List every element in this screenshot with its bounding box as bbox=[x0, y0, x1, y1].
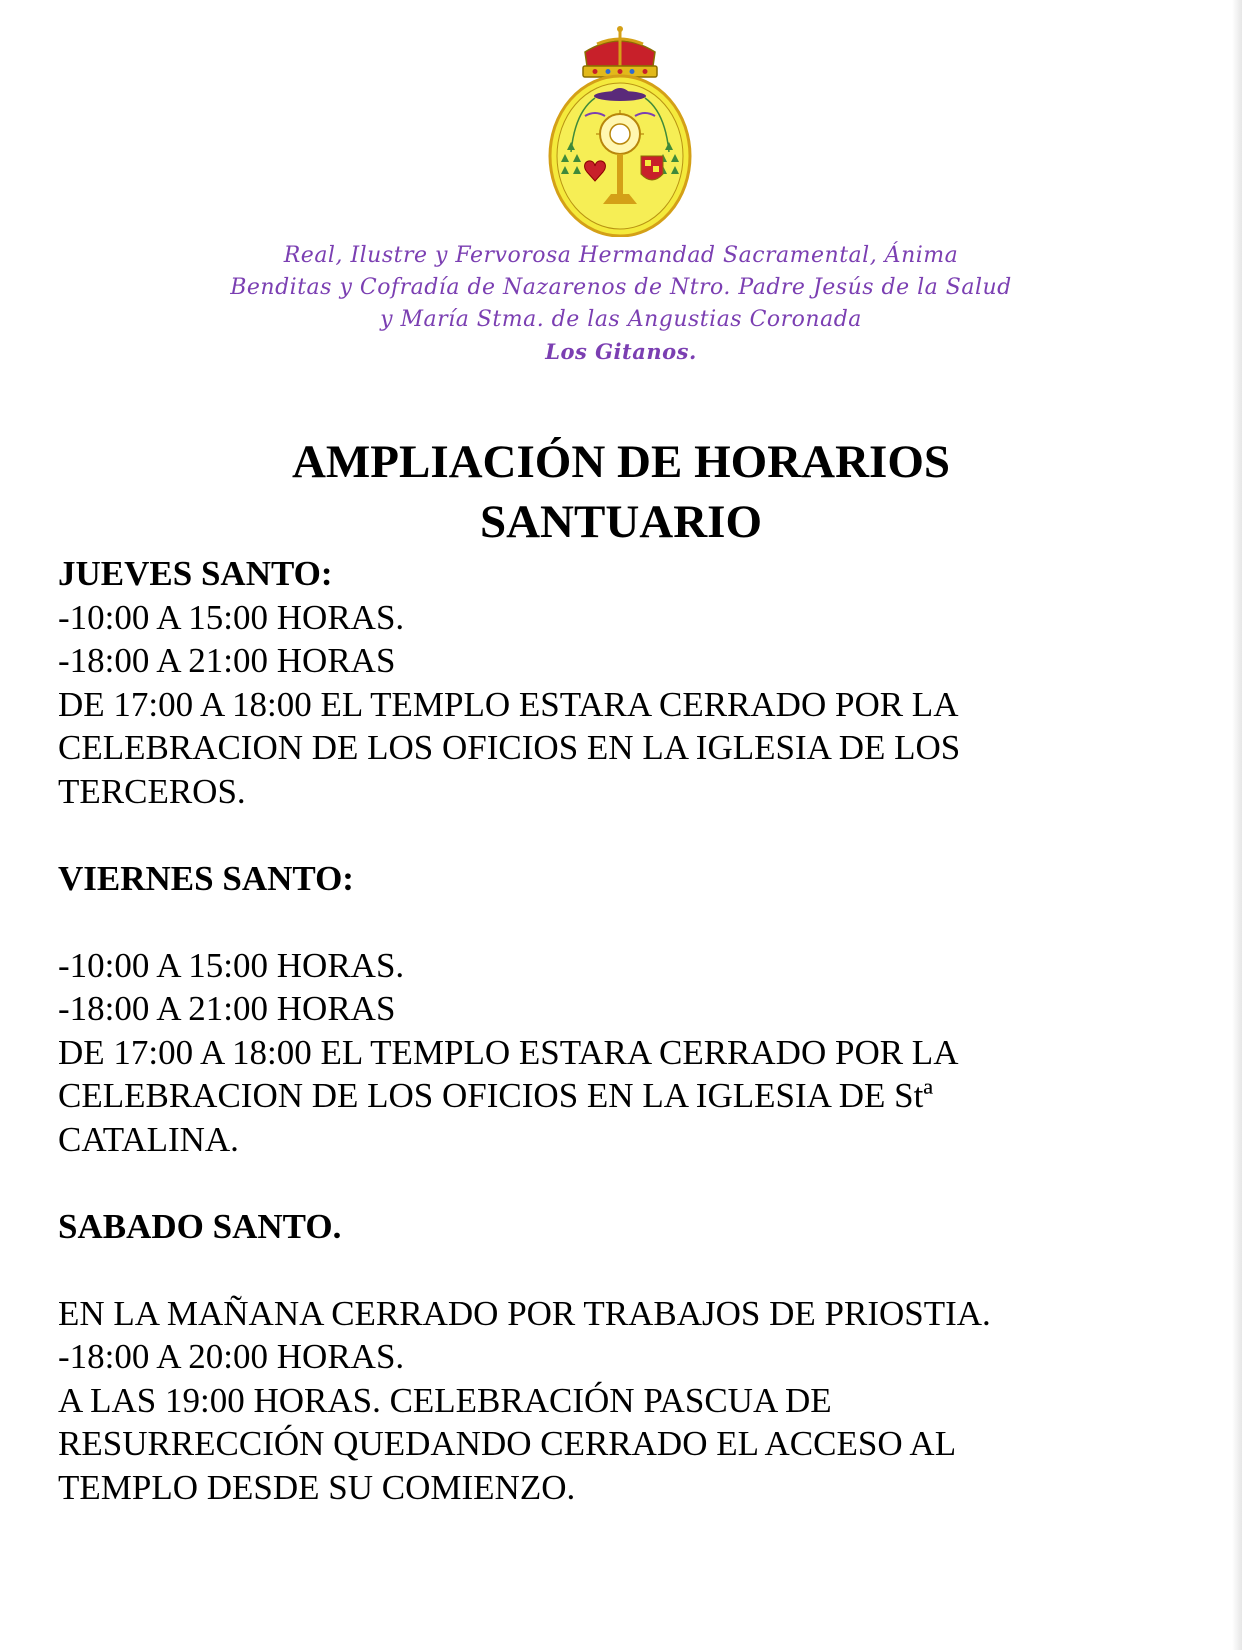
schedule-line: A LAS 19:00 HORAS. CELEBRACIÓN PASCUA DE bbox=[58, 1380, 832, 1420]
section-heading-viernes: VIERNES SANTO: bbox=[58, 858, 354, 898]
schedule-line: -10:00 A 15:00 HORAS. bbox=[58, 597, 405, 637]
schedule-line: -18:00 A 21:00 HORAS bbox=[58, 989, 396, 1028]
schedule-line: CELEBRACION DE LOS OFICIOS EN LA IGLESIA DE LOS bbox=[58, 728, 961, 767]
schedule-line: DE 17:00 A 18:00 EL TEMPLO ESTARA CERRADO POR LA bbox=[58, 684, 959, 724]
schedule-line: CELEBRACION DE LOS OFICIOS EN LA IGLESIA DE Stª bbox=[58, 1076, 933, 1115]
page-title bbox=[0, 432, 1242, 552]
coat-of-arms-icon bbox=[545, 22, 695, 237]
crown-icon bbox=[583, 26, 657, 77]
section-heading-sabado: SABADO SANTO. bbox=[58, 1206, 342, 1246]
brotherhood-name-line-1: Real, Ilustre y Fervorosa Hermandad Sacramental, Ánima bbox=[283, 243, 959, 268]
brotherhood-name bbox=[0, 240, 1242, 368]
schedule-line: TEMPLO DESDE SU COMIENZO. bbox=[58, 1467, 576, 1507]
section-heading-jueves: JUEVES SANTO: bbox=[58, 554, 333, 593]
brotherhood-name-line-3: y María Stma. de las Angustias Coronada bbox=[380, 307, 862, 332]
schedule-line: -18:00 A 20:00 HORAS. bbox=[58, 1337, 405, 1376]
brotherhood-name-line-2: Benditas y Cofradía de Nazarenos de Ntro. Padre Jesús de la Salud bbox=[230, 275, 1012, 300]
spacer bbox=[58, 1161, 1188, 1205]
spacer bbox=[58, 900, 1188, 944]
schedule-line: EN LA MAÑANA CERRADO POR TRABAJOS DE PRIOSTIA. bbox=[58, 1293, 991, 1333]
schedule-line: TERCEROS. bbox=[58, 771, 246, 811]
page-title-line-2: SANTUARIO bbox=[479, 496, 763, 548]
schedule-line: -18:00 A 21:00 HORAS bbox=[58, 641, 396, 680]
schedule-line: CATALINA. bbox=[58, 1119, 239, 1159]
schedule-body bbox=[58, 552, 1188, 1509]
shield-oval-icon bbox=[550, 76, 690, 236]
spacer bbox=[58, 1248, 1188, 1292]
schedule-line: RESURRECCIÓN QUEDANDO CERRADO EL ACCESO AL bbox=[58, 1424, 957, 1463]
schedule-line: -10:00 A 15:00 HORAS. bbox=[58, 945, 405, 985]
page-title-line-1: AMPLIACIÓN DE HORARIOS bbox=[291, 436, 951, 488]
brotherhood-short-name: Los Gitanos. bbox=[545, 339, 697, 364]
schedule-line: DE 17:00 A 18:00 EL TEMPLO ESTARA CERRADO POR LA bbox=[58, 1032, 959, 1072]
spacer bbox=[58, 813, 1188, 857]
